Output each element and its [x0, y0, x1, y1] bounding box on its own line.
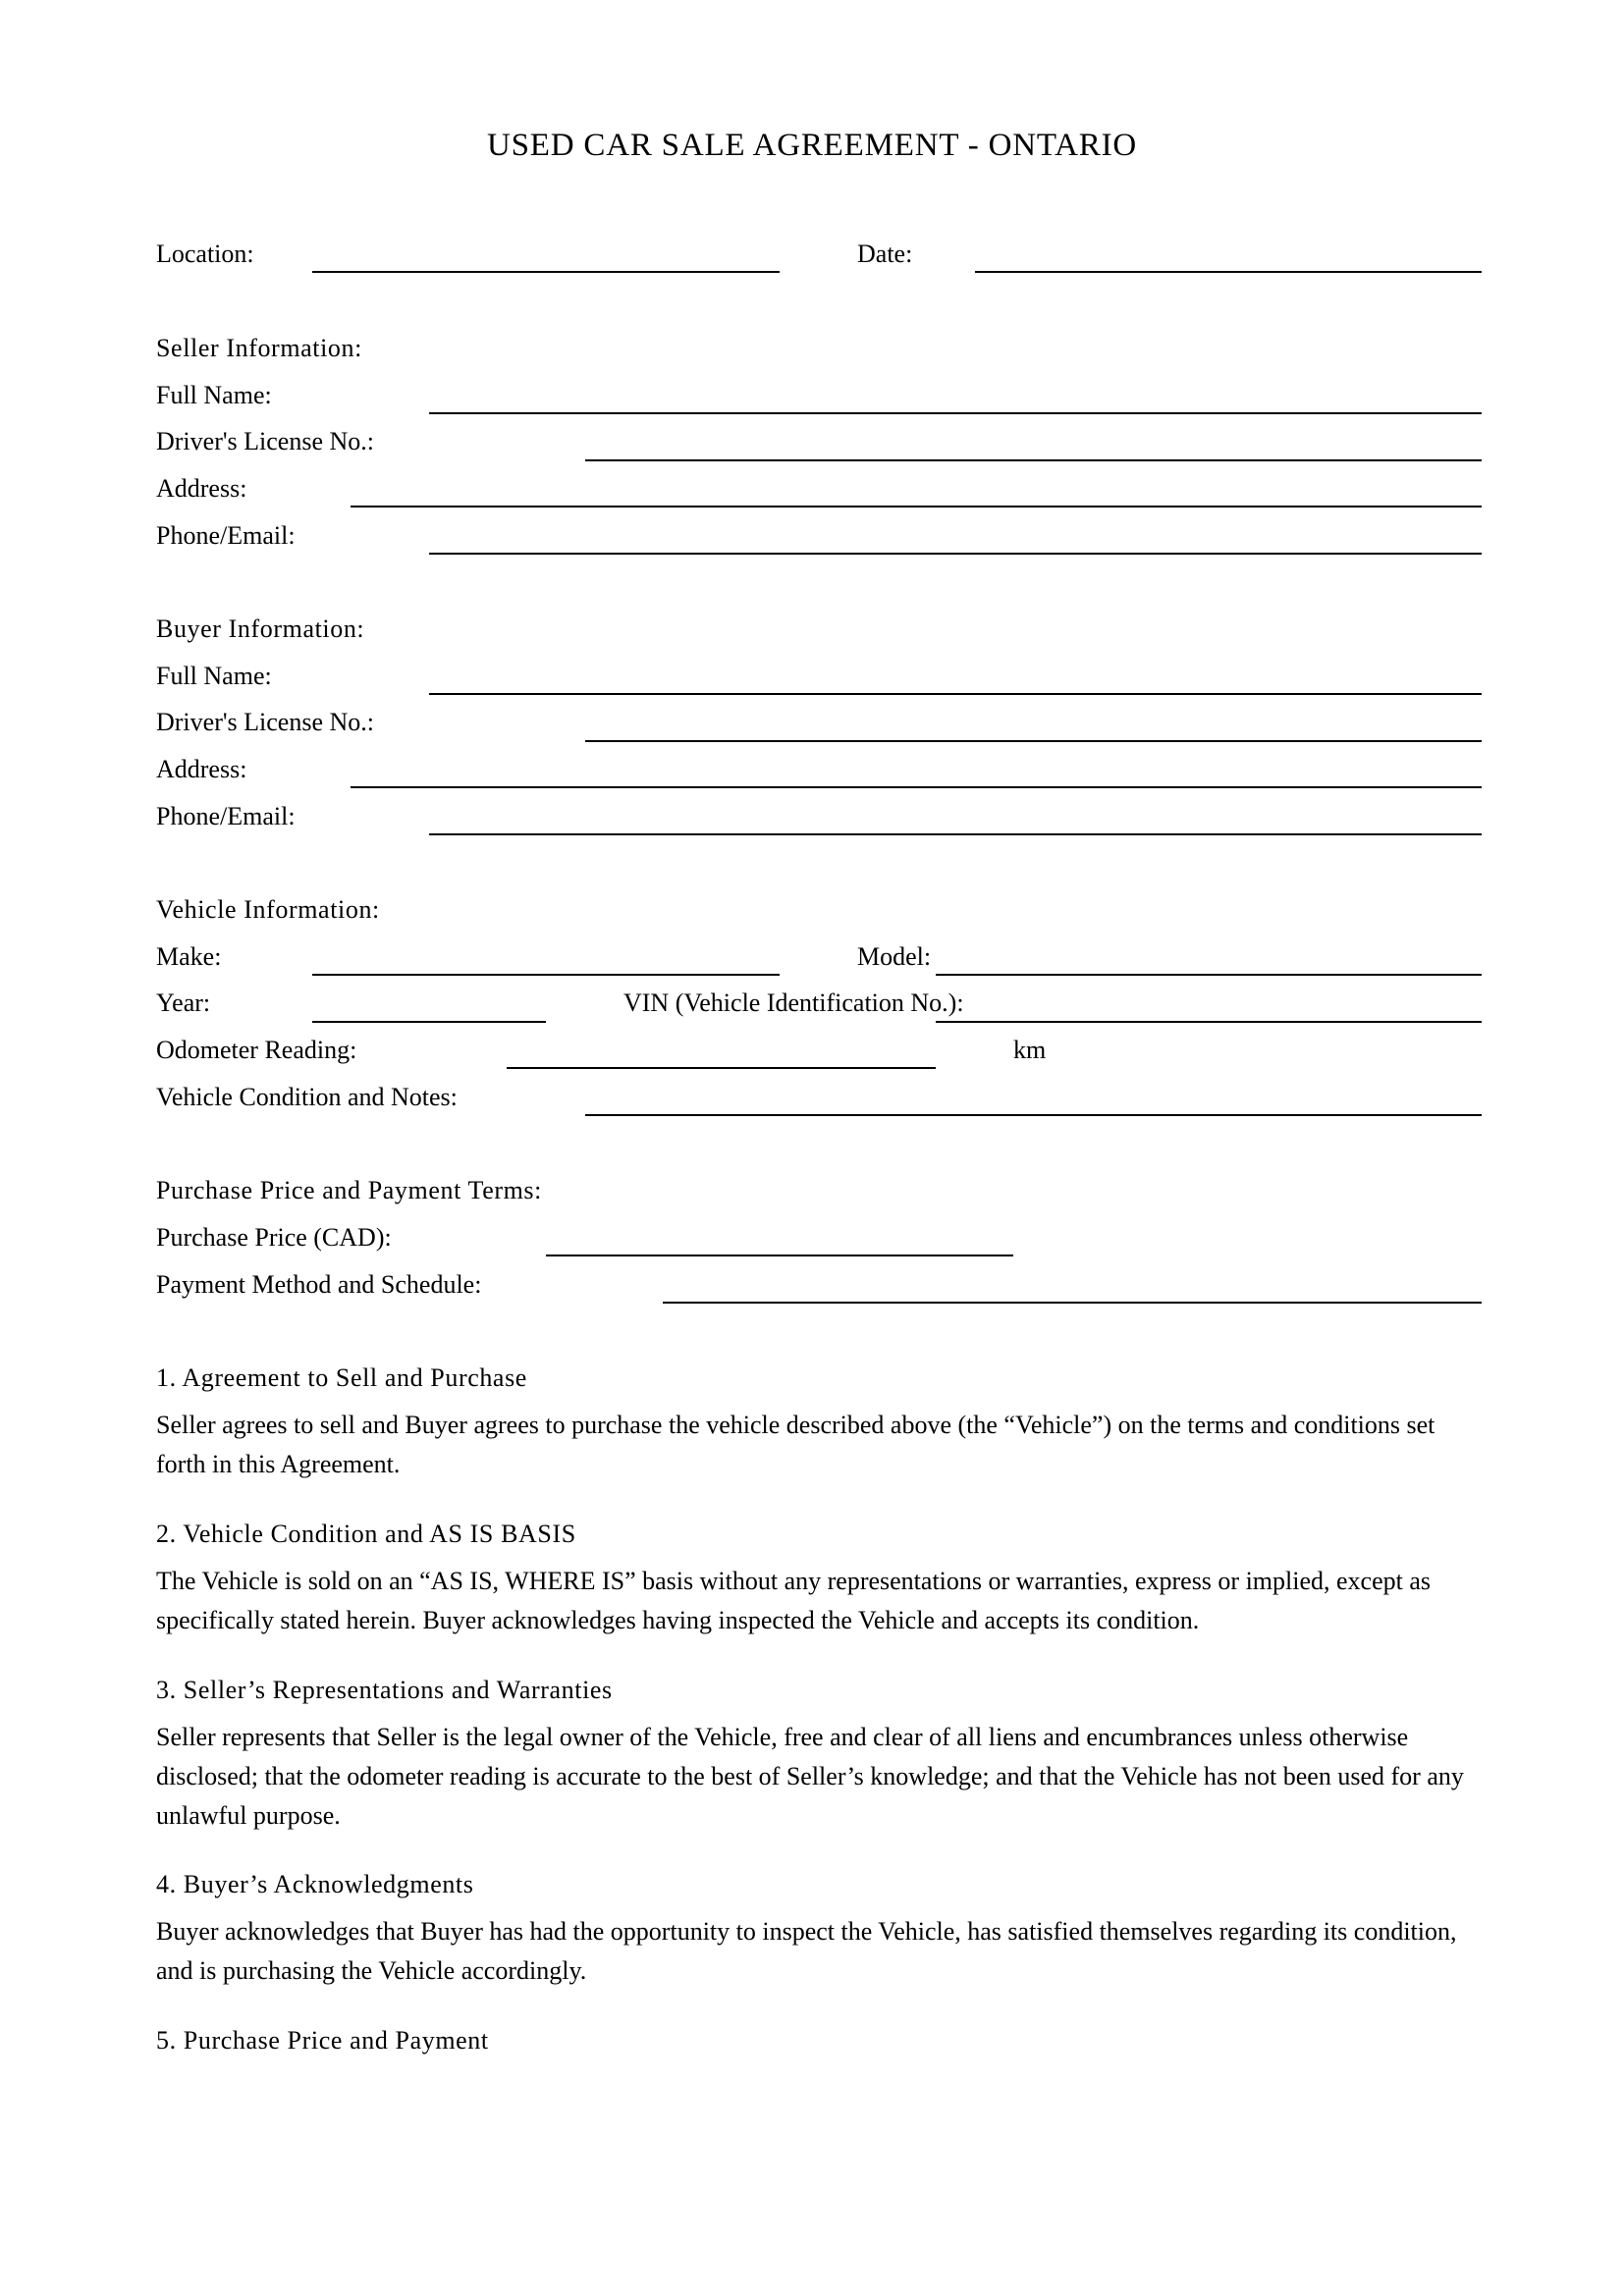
clause-3-heading: 3. Seller’s Representations and Warranties	[156, 1676, 613, 1704]
seller-phone-email-field[interactable]	[429, 553, 1482, 555]
clause-2-text: The Vehicle is sold on an “AS IS, WHERE IS” basis without any representations or warranties, express or implied, except as specifically stated herein. Buyer acknowledges having inspected the Vehicle and accepts its condition.	[156, 1567, 1432, 1634]
date-label: Date:	[857, 240, 913, 268]
make-field[interactable]	[312, 974, 780, 976]
buyer-phone-email-field[interactable]	[429, 833, 1482, 835]
clause-5-heading: 5. Purchase Price and Payment	[156, 2026, 489, 2055]
odometer-field[interactable]	[507, 1067, 936, 1069]
seller-section-heading: Seller Information:	[156, 334, 362, 362]
payment-method-label: Payment Method and Schedule:	[156, 1270, 482, 1299]
clause-3-text: Seller represents that Seller is the legal owner of the Vehicle, free and clear of all liens and encumbrances unless otherwise disclosed; that the odometer reading is accurate to the best of Seller’s knowledge; and that the Vehicle has not been used for any unlawful purpose.	[156, 1723, 1464, 1830]
vin-label: VIN (Vehicle Identification No.):	[623, 988, 964, 1017]
clause-4-text: Buyer acknowledges that Buyer has had the opportunity to inspect the Vehicle, has satisfied themselves regarding its condition, and is purchasing the Vehicle accordingly.	[156, 1917, 1457, 1985]
model-label: Model:	[857, 942, 932, 971]
clause-4-heading: 4. Buyer’s Acknowledgments	[156, 1870, 474, 1898]
buyer-phone-email-label: Phone/Email:	[156, 802, 296, 830]
odometer-unit: km	[1013, 1036, 1047, 1064]
buyer-section-heading: Buyer Information:	[156, 614, 365, 643]
model-field[interactable]	[936, 974, 1482, 976]
seller-full-name-label: Full Name:	[156, 381, 272, 409]
vin-field[interactable]	[936, 1021, 1482, 1023]
make-label: Make:	[156, 942, 222, 971]
year-field[interactable]	[312, 1021, 546, 1023]
buyer-address-field[interactable]	[351, 786, 1482, 788]
seller-license-label: Driver's License No.:	[156, 427, 375, 455]
seller-address-field[interactable]	[351, 506, 1482, 507]
date-field[interactable]	[975, 271, 1482, 273]
payment-method-field[interactable]	[663, 1302, 1482, 1304]
seller-full-name-field[interactable]	[429, 412, 1482, 414]
purchase-price-label: Purchase Price (CAD):	[156, 1223, 392, 1252]
condition-notes-label: Vehicle Condition and Notes:	[156, 1083, 458, 1111]
seller-phone-email-label: Phone/Email:	[156, 521, 296, 550]
location-label: Location:	[156, 240, 254, 268]
buyer-address-label: Address:	[156, 755, 247, 783]
seller-license-field[interactable]	[585, 459, 1482, 461]
payment-section-heading: Purchase Price and Payment Terms:	[156, 1176, 542, 1204]
buyer-full-name-field[interactable]	[429, 693, 1482, 695]
location-field[interactable]	[312, 271, 780, 273]
purchase-price-field[interactable]	[546, 1255, 1013, 1256]
odometer-label: Odometer Reading:	[156, 1036, 357, 1064]
buyer-full-name-label: Full Name:	[156, 662, 272, 690]
clause-1-text: Seller agrees to sell and Buyer agrees to purchase the vehicle described above (the “Vehicle”) on the terms and conditions set forth in this Agreement.	[156, 1411, 1435, 1478]
document-title: USED CAR SALE AGREEMENT - ONTARIO	[486, 128, 1138, 163]
clause-1-heading: 1. Agreement to Sell and Purchase	[156, 1363, 527, 1392]
seller-address-label: Address:	[156, 474, 247, 503]
condition-notes-field[interactable]	[585, 1114, 1482, 1116]
vehicle-section-heading: Vehicle Information:	[156, 895, 380, 924]
clause-2-heading: 2. Vehicle Condition and AS IS BASIS	[156, 1520, 576, 1548]
buyer-license-field[interactable]	[585, 740, 1482, 742]
buyer-license-label: Driver's License No.:	[156, 708, 375, 736]
year-label: Year:	[156, 988, 211, 1017]
